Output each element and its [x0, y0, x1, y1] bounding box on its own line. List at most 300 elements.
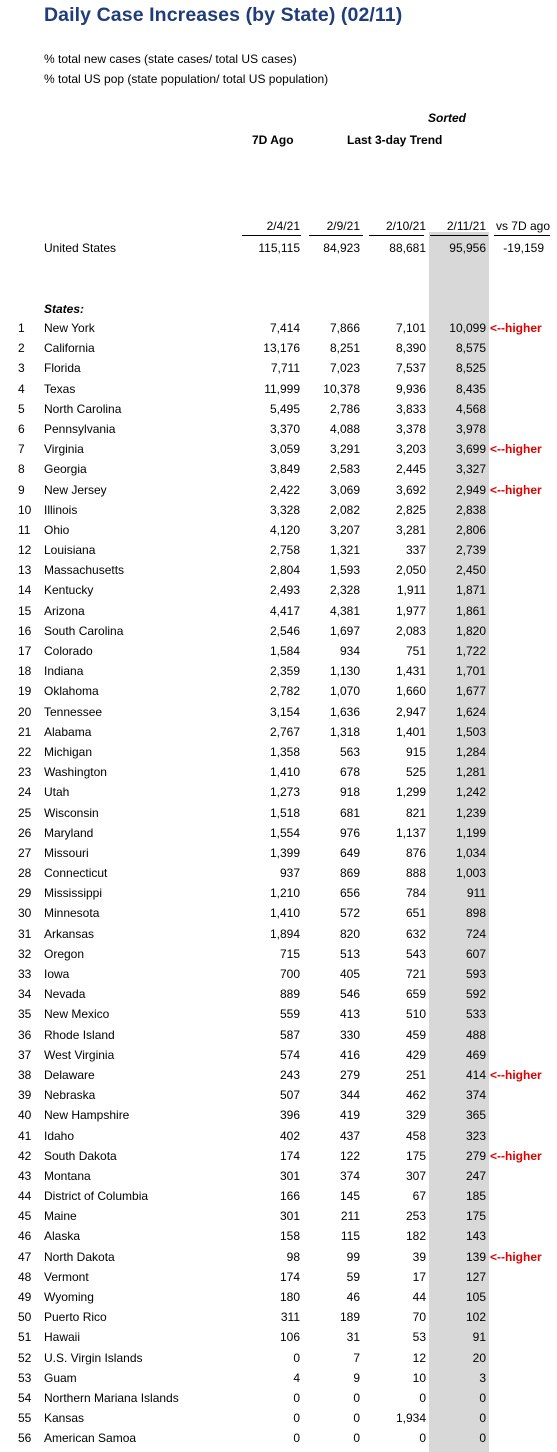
state-name-cell: Louisiana	[44, 543, 96, 558]
table-row	[0, 785, 557, 805]
value-2-9-cell: 59	[346, 1269, 360, 1284]
state-name-cell: New Mexico	[44, 1007, 110, 1022]
table-row	[0, 341, 557, 361]
value-2-11-cell: 323	[465, 1128, 486, 1143]
value-2-9-cell: 934	[339, 644, 360, 658]
rank-cell: 21	[18, 724, 32, 739]
state-name-cell: South Carolina	[44, 623, 124, 638]
rank-cell: 38	[18, 1067, 32, 1082]
value-2-9-cell: 8,251	[329, 341, 360, 356]
rank-cell: 9	[18, 482, 25, 497]
value-2-9-cell: 2,082	[329, 502, 360, 517]
value-2-9-cell: 869	[339, 866, 360, 881]
value-2-11-cell: 185	[465, 1189, 486, 1204]
state-name-cell: Connecticut	[44, 866, 108, 881]
value-2-11-cell: 127	[465, 1269, 486, 1284]
us-value-2-9: 84,923	[323, 241, 360, 255]
value-2-4-cell: 1,358	[269, 744, 300, 759]
value-2-9-cell: 9	[353, 1370, 360, 1385]
value-2-11-cell: 247	[465, 1168, 486, 1183]
state-name-cell: U.S. Virgin Islands	[44, 1350, 143, 1365]
value-2-9-cell: 1,130	[329, 664, 360, 679]
value-2-9-cell: 649	[339, 845, 360, 860]
value-2-10-cell: 1,137	[395, 825, 426, 840]
state-name-cell: Arizona	[44, 603, 85, 618]
value-2-11-cell: 1,281	[455, 765, 486, 780]
rank-cell: 2	[18, 341, 25, 356]
value-2-9-cell: 419	[339, 1108, 360, 1123]
value-2-9-cell: 344	[339, 1088, 360, 1103]
value-2-10-cell: 8,390	[395, 341, 426, 356]
table-row	[0, 442, 557, 462]
value-2-10-cell: 44	[412, 1290, 426, 1304]
value-2-4-cell: 1,273	[269, 785, 300, 800]
state-name-cell: Oklahoma	[44, 684, 99, 699]
state-name-cell: Delaware	[44, 1067, 95, 1082]
rank-cell: 19	[18, 684, 32, 699]
page-title: Daily Case Increases (by State) (02/11)	[44, 4, 403, 26]
value-2-10-cell: 1,934	[395, 1411, 426, 1426]
value-2-4-cell: 0	[293, 1411, 300, 1426]
state-name-cell: Kentucky	[44, 583, 94, 598]
value-2-10-cell: 784	[405, 886, 426, 901]
state-name-cell: Vermont	[44, 1269, 89, 1284]
rank-cell: 39	[18, 1088, 32, 1103]
value-2-9-cell: 681	[339, 805, 360, 820]
state-name-cell: American Samoa	[44, 1431, 137, 1446]
state-name-cell: Maryland	[44, 825, 94, 840]
table-row	[0, 1431, 557, 1451]
header-underline	[369, 235, 424, 236]
value-2-10-cell: 525	[405, 765, 426, 780]
value-2-11-cell: 1,677	[455, 684, 486, 699]
rank-cell: 22	[18, 744, 32, 759]
value-2-4-cell: 507	[279, 1088, 300, 1103]
table-row	[0, 543, 557, 563]
value-2-10-cell: 9,936	[395, 381, 426, 396]
value-2-4-cell: 1,518	[269, 805, 300, 820]
column-header-2-10: 2/10/21	[385, 219, 426, 233]
value-2-11-cell: 20	[472, 1350, 486, 1365]
state-name-cell: Wisconsin	[44, 805, 99, 820]
value-2-9-cell: 1,070	[329, 684, 360, 699]
value-2-4-cell: 1,410	[269, 765, 300, 780]
value-2-11-cell: 2,739	[455, 543, 486, 558]
value-2-10-cell: 2,445	[395, 462, 426, 477]
table-row	[0, 361, 557, 381]
state-name-cell: Nebraska	[44, 1088, 96, 1103]
state-name-cell: Maine	[44, 1209, 77, 1224]
value-2-4-cell: 0	[293, 1350, 300, 1365]
state-name-cell: Texas	[44, 381, 76, 396]
state-name-cell: New Hampshire	[44, 1108, 130, 1123]
rank-cell: 12	[18, 543, 32, 558]
column-header-vs-7d: vs 7D ago	[495, 219, 550, 233]
value-2-10-cell: 458	[405, 1128, 426, 1143]
rank-cell: 23	[18, 765, 32, 780]
value-2-4-cell: 402	[279, 1128, 300, 1143]
value-2-4-cell: 4,120	[269, 522, 300, 537]
rank-cell: 48	[18, 1269, 32, 1284]
value-2-11-cell: 1,820	[455, 623, 486, 638]
seven-day-ago-label: 7D Ago	[252, 133, 294, 147]
table-row	[0, 765, 557, 785]
value-2-11-cell: 8,435	[455, 381, 486, 396]
value-2-11-cell: 911	[466, 886, 486, 901]
value-2-4-cell: 0	[293, 1431, 300, 1446]
rank-cell: 11	[18, 522, 31, 537]
table-row	[0, 906, 557, 926]
rank-cell: 15	[18, 603, 32, 618]
state-name-cell: Alabama	[44, 724, 92, 739]
table-row	[0, 1129, 557, 1149]
header-underline	[242, 235, 301, 236]
rank-cell: 41	[18, 1128, 32, 1143]
value-2-11-cell: 3,327	[455, 462, 486, 477]
value-2-9-cell: 330	[339, 1027, 360, 1042]
value-2-10-cell: 182	[405, 1229, 426, 1244]
value-2-10-cell: 651	[405, 906, 426, 921]
value-2-4-cell: 1,399	[269, 845, 300, 860]
header-underline	[430, 235, 488, 236]
table-row	[0, 1411, 557, 1431]
rank-cell: 27	[18, 845, 32, 860]
table-row	[0, 1310, 557, 1330]
value-2-4-cell: 2,493	[269, 583, 300, 598]
state-name-cell: Iowa	[44, 967, 70, 981]
value-2-4-cell: 2,782	[269, 684, 300, 699]
value-2-4-cell: 301	[279, 1209, 300, 1224]
value-2-9-cell: 3,291	[329, 442, 360, 457]
table-row	[0, 1068, 557, 1088]
table-row	[0, 1189, 557, 1209]
value-2-11-cell: 1,871	[455, 583, 486, 598]
value-2-9-cell: 3,207	[329, 522, 360, 537]
value-2-9-cell: 46	[346, 1290, 360, 1304]
rank-cell: 14	[18, 583, 32, 598]
table-row	[0, 321, 557, 341]
value-2-9-cell: 7,866	[329, 321, 360, 335]
value-2-4-cell: 2,767	[269, 724, 300, 739]
value-2-9-cell: 513	[339, 946, 360, 961]
value-2-11-cell: 4,568	[455, 401, 486, 416]
value-2-10-cell: 632	[405, 926, 426, 941]
value-2-11-cell: 1,701	[455, 664, 486, 679]
column-header-2-4: 2/4/21	[266, 219, 300, 233]
value-2-11-cell: 414	[465, 1067, 486, 1082]
value-2-9-cell: 189	[339, 1310, 360, 1325]
value-2-4-cell: 311	[280, 1310, 300, 1325]
value-2-9-cell: 2,786	[329, 401, 360, 416]
value-2-11-cell: 8,575	[455, 341, 486, 356]
value-2-10-cell: 1,977	[395, 603, 426, 618]
value-2-9-cell: 4,088	[329, 421, 360, 436]
value-2-11-cell: 469	[465, 1047, 486, 1062]
state-name-cell: Montana	[44, 1168, 91, 1183]
state-table	[0, 321, 557, 1452]
table-row	[0, 1088, 557, 1108]
value-2-11-cell: 607	[465, 946, 486, 961]
value-2-10-cell: 0	[419, 1431, 426, 1446]
value-2-10-cell: 543	[405, 946, 426, 961]
us-value-2-11: 95,956	[449, 241, 486, 255]
value-2-10-cell: 53	[412, 1330, 426, 1345]
state-name-cell: Georgia	[44, 462, 87, 477]
value-2-9-cell: 1,321	[329, 543, 360, 558]
value-2-10-cell: 337	[405, 543, 426, 558]
value-2-11-cell: 279	[465, 1148, 486, 1163]
value-2-10-cell: 1,299	[395, 785, 426, 800]
rank-cell: 49	[18, 1290, 32, 1304]
value-2-10-cell: 39	[412, 1249, 426, 1264]
state-name-cell: West Virginia	[44, 1047, 115, 1062]
value-2-11-cell: 105	[465, 1290, 486, 1304]
header-underline	[494, 235, 550, 236]
table-row	[0, 483, 557, 503]
value-2-10-cell: 3,833	[395, 401, 426, 416]
value-2-10-cell: 253	[405, 1209, 426, 1224]
value-2-9-cell: 2,583	[329, 462, 360, 477]
value-2-10-cell: 2,083	[395, 623, 426, 638]
sorted-label: Sorted	[428, 111, 467, 125]
higher-flag: <--higher	[490, 1148, 542, 1163]
value-2-10-cell: 3,203	[395, 442, 426, 457]
value-2-10-cell: 3,692	[395, 482, 426, 497]
state-name-cell: Tennessee	[44, 704, 103, 719]
rank-cell: 29	[18, 886, 32, 901]
value-2-11-cell: 0	[479, 1390, 486, 1405]
rank-cell: 52	[18, 1350, 32, 1365]
table-row	[0, 866, 557, 886]
value-2-10-cell: 429	[405, 1047, 426, 1062]
value-2-4-cell: 174	[279, 1148, 300, 1163]
value-2-10-cell: 175	[405, 1148, 426, 1163]
value-2-10-cell: 659	[405, 987, 426, 1002]
state-name-cell: Arkansas	[44, 926, 95, 941]
state-name-cell: Puerto Rico	[44, 1310, 107, 1325]
value-2-9-cell: 0	[353, 1390, 360, 1405]
table-row	[0, 644, 557, 664]
table-row	[0, 1371, 557, 1391]
state-name-cell: New Jersey	[44, 482, 107, 497]
value-2-11-cell: 1,861	[455, 603, 486, 618]
note-population: % total US pop (state population/ total US population)	[44, 72, 329, 86]
rank-cell: 54	[18, 1390, 32, 1405]
value-2-4-cell: 2,546	[269, 623, 300, 638]
value-2-4-cell: 2,758	[269, 543, 300, 558]
note-new-cases: % total new cases (state cases/ total US cases)	[44, 52, 297, 66]
us-value-2-4: 115,115	[258, 241, 300, 255]
state-name-cell: North Dakota	[44, 1249, 115, 1264]
rank-cell: 51	[18, 1330, 32, 1345]
value-2-4-cell: 5,495	[269, 401, 300, 416]
value-2-9-cell: 99	[346, 1249, 360, 1264]
table-row	[0, 987, 557, 1007]
table-row	[0, 422, 557, 442]
value-2-4-cell: 98	[286, 1249, 300, 1264]
value-2-4-cell: 3,370	[269, 421, 300, 436]
table-row	[0, 806, 557, 826]
value-2-4-cell: 243	[279, 1067, 300, 1082]
value-2-10-cell: 70	[412, 1310, 426, 1325]
value-2-4-cell: 11,999	[264, 381, 300, 396]
table-row	[0, 705, 557, 725]
table-row	[0, 462, 557, 482]
state-name-cell: Hawaii	[44, 1330, 81, 1345]
value-2-11-cell: 2,806	[455, 522, 486, 537]
value-2-11-cell: 0	[479, 1431, 486, 1446]
rank-cell: 31	[18, 926, 32, 941]
value-2-9-cell: 416	[339, 1047, 360, 1062]
value-2-9-cell: 0	[353, 1431, 360, 1446]
value-2-11-cell: 3,699	[455, 442, 486, 457]
table-row	[0, 1290, 557, 1310]
table-row	[0, 664, 557, 684]
value-2-9-cell: 374	[339, 1168, 360, 1183]
rank-cell: 13	[18, 563, 32, 578]
value-2-4-cell: 7,414	[269, 321, 300, 335]
value-2-11-cell: 1,624	[455, 704, 486, 719]
value-2-9-cell: 546	[339, 987, 360, 1002]
value-2-11-cell: 1,239	[455, 805, 486, 820]
value-2-4-cell: 106	[279, 1330, 300, 1345]
value-2-4-cell: 3,154	[269, 704, 300, 719]
value-2-11-cell: 8,525	[455, 361, 486, 376]
state-name-cell: Ohio	[44, 522, 70, 537]
value-2-4-cell: 301	[279, 1168, 300, 1183]
table-row	[0, 1391, 557, 1411]
higher-flag: <--higher	[490, 1067, 542, 1082]
state-name-cell: North Carolina	[44, 401, 122, 416]
table-row	[0, 382, 557, 402]
value-2-4-cell: 1,410	[269, 906, 300, 921]
table-row	[0, 684, 557, 704]
value-2-10-cell: 751	[405, 644, 426, 658]
us-value-2-10: 88,681	[389, 241, 426, 255]
rank-cell: 42	[18, 1148, 32, 1163]
value-2-9-cell: 413	[339, 1007, 360, 1022]
value-2-11-cell: 3,978	[455, 421, 486, 436]
value-2-11-cell: 139	[465, 1249, 486, 1264]
rank-cell: 32	[18, 946, 32, 961]
value-2-9-cell: 211	[340, 1209, 360, 1224]
rank-cell: 33	[18, 967, 32, 981]
table-row	[0, 563, 557, 583]
value-2-11-cell: 365	[465, 1108, 486, 1123]
value-2-10-cell: 17	[412, 1269, 426, 1284]
rank-cell: 1	[18, 321, 25, 335]
table-row	[0, 1108, 557, 1128]
value-2-10-cell: 7,537	[395, 361, 426, 376]
value-2-10-cell: 67	[412, 1189, 426, 1204]
value-2-4-cell: 3,059	[269, 442, 300, 457]
value-2-4-cell: 7,711	[270, 361, 300, 376]
three-day-trend-label: Last 3-day Trend	[347, 133, 443, 147]
value-2-11-cell: 10,099	[449, 321, 486, 335]
value-2-11-cell: 898	[465, 906, 486, 921]
value-2-4-cell: 396	[279, 1108, 300, 1123]
value-2-10-cell: 888	[405, 866, 426, 881]
us-diff-vs-7d: -19,159	[503, 241, 544, 255]
table-row	[0, 1028, 557, 1048]
state-name-cell: Nevada	[44, 987, 86, 1002]
value-2-10-cell: 10	[412, 1370, 426, 1385]
table-row	[0, 583, 557, 603]
value-2-4-cell: 889	[279, 987, 300, 1002]
value-2-11-cell: 1,503	[455, 724, 486, 739]
table-row	[0, 1149, 557, 1169]
rank-cell: 36	[18, 1027, 32, 1042]
higher-flag: <--higher	[490, 1249, 542, 1264]
value-2-10-cell: 3,378	[395, 421, 426, 436]
value-2-9-cell: 437	[339, 1128, 360, 1143]
value-2-9-cell: 4,381	[329, 603, 360, 618]
higher-flag: <--higher	[490, 321, 542, 335]
rank-cell: 16	[18, 623, 32, 638]
state-name-cell: Colorado	[44, 644, 93, 658]
value-2-10-cell: 510	[405, 1007, 426, 1022]
value-2-10-cell: 7,101	[395, 321, 426, 335]
state-name-cell: Kansas	[44, 1411, 85, 1426]
value-2-10-cell: 2,050	[395, 563, 426, 578]
rank-cell: 35	[18, 1007, 32, 1022]
value-2-9-cell: 1,593	[329, 563, 360, 578]
state-name-cell: California	[44, 341, 95, 356]
value-2-4-cell: 2,804	[269, 563, 300, 578]
state-name-cell: Massachusetts	[44, 563, 125, 578]
value-2-10-cell: 1,401	[395, 724, 426, 739]
value-2-9-cell: 572	[339, 906, 360, 921]
value-2-11-cell: 143	[465, 1229, 486, 1244]
value-2-11-cell: 1,034	[455, 845, 486, 860]
value-2-9-cell: 3,069	[329, 482, 360, 497]
value-2-9-cell: 0	[353, 1411, 360, 1426]
rank-cell: 56	[18, 1431, 32, 1446]
value-2-4-cell: 166	[279, 1189, 300, 1204]
value-2-4-cell: 1,210	[269, 886, 300, 901]
state-name-cell: Washington	[44, 765, 107, 780]
rank-cell: 53	[18, 1370, 32, 1385]
table-row	[0, 725, 557, 745]
value-2-9-cell: 656	[339, 886, 360, 901]
rank-cell: 28	[18, 866, 32, 881]
value-2-11-cell: 102	[465, 1310, 486, 1325]
state-name-cell: Idaho	[44, 1128, 75, 1143]
value-2-9-cell: 976	[339, 825, 360, 840]
value-2-4-cell: 0	[293, 1390, 300, 1405]
state-name-cell: Northern Mariana Islands	[44, 1390, 179, 1405]
value-2-4-cell: 1,584	[269, 644, 300, 658]
value-2-10-cell: 3,281	[395, 522, 426, 537]
value-2-9-cell: 563	[339, 744, 360, 759]
table-row	[0, 1169, 557, 1189]
table-row	[0, 826, 557, 846]
rank-cell: 3	[18, 361, 25, 376]
rank-cell: 37	[18, 1047, 32, 1062]
value-2-9-cell: 1,318	[329, 724, 360, 739]
value-2-9-cell: 31	[346, 1330, 360, 1345]
value-2-4-cell: 3,849	[269, 462, 300, 477]
value-2-10-cell: 307	[405, 1168, 426, 1183]
value-2-4-cell: 174	[279, 1269, 300, 1284]
higher-flag: <--higher	[490, 442, 542, 457]
value-2-9-cell: 2,328	[329, 583, 360, 598]
state-name-cell: Mississippi	[44, 886, 103, 901]
value-2-9-cell: 1,697	[329, 623, 360, 638]
rank-cell: 25	[18, 805, 32, 820]
rank-cell: 18	[18, 664, 32, 679]
value-2-11-cell: 1,284	[455, 744, 486, 759]
